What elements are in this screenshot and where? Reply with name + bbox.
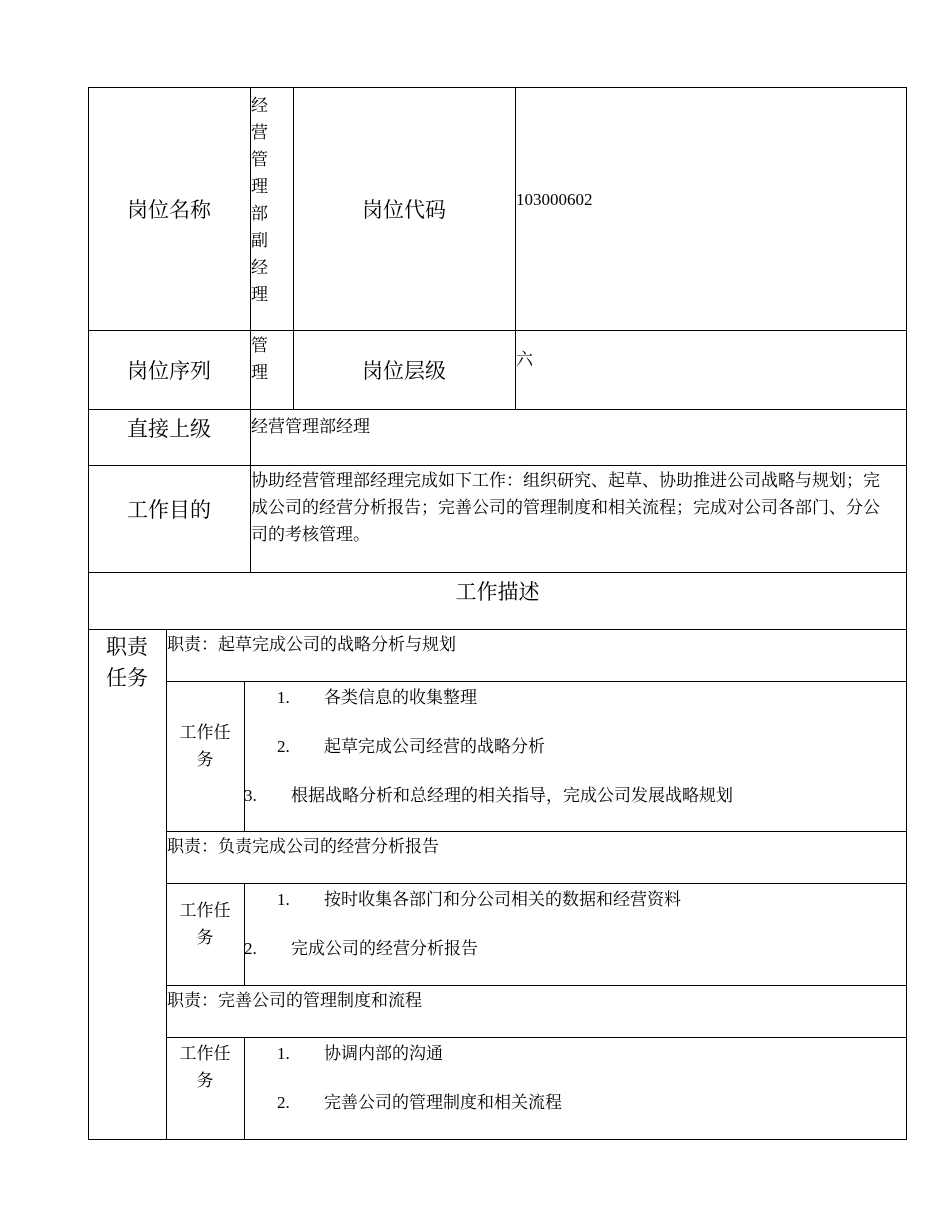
position-series-label: 岗位序列 [127,358,211,383]
task-item: 各类信息的收集整理 [324,688,477,707]
supervisor-value: 经营管理部经理 [251,417,370,436]
task-item: 起草完成公司经营的战略分析 [324,737,545,756]
row-divider [166,681,907,682]
duty-title: 职责：起草完成公司的战略分析与规划 [167,635,456,654]
position-series-value: 管理 [251,336,268,382]
purpose-label: 工作目的 [127,498,211,522]
position-code-label: 岗位代码 [362,197,446,222]
task-label: 工作任务 [179,723,231,769]
row-divider [88,629,907,630]
position-level-value: 六 [516,350,533,369]
supervisor-label: 直接上级 [127,416,211,441]
task-number: 1. [277,688,290,707]
task-item: 根据战略分析和总经理的相关指导，完成公司发展战略规划 [291,786,733,805]
row-divider [166,985,907,986]
task-number: 3. [244,786,257,805]
duty-title: 职责：负责完成公司的经营分析报告 [167,837,439,856]
row-divider [166,1037,907,1038]
position-name-value: 经营管理部副经理 [251,96,268,304]
duty-title: 职责：完善公司的管理制度和流程 [167,991,422,1010]
column-divider [244,681,245,832]
position-name-label: 岗位名称 [127,197,211,222]
task-number: 2. [244,939,257,958]
description-title: 工作描述 [455,580,540,604]
task-item: 完成公司的经营分析报告 [291,939,478,958]
task-number: 1. [277,1044,290,1063]
row-divider [166,831,907,832]
task-item: 协调内部的沟通 [324,1044,443,1063]
task-item: 完善公司的管理制度和相关流程 [324,1093,562,1112]
task-number: 2. [277,737,290,756]
column-divider [244,1037,245,1140]
task-number: 1. [277,890,290,909]
task-number: 2. [277,1093,290,1112]
position-code-value: 103000602 [516,190,593,209]
task-item: 按时收集各部门和分公司相关的数据和经营资料 [324,890,681,909]
duties-label: 职责任务 [106,635,148,690]
task-label: 工作任务 [179,1044,231,1090]
position-level-label: 岗位层级 [362,358,446,383]
task-label: 工作任务 [179,901,231,947]
purpose-value: 协助经营管理部经理完成如下工作：组织研究、起草、协助推进公司战略与规划；完成公司的经营分析报告；完善公司的管理制度和相关流程；完成对公司各部门、分公司的考核管理。 [251,471,880,544]
row-divider [166,883,907,884]
